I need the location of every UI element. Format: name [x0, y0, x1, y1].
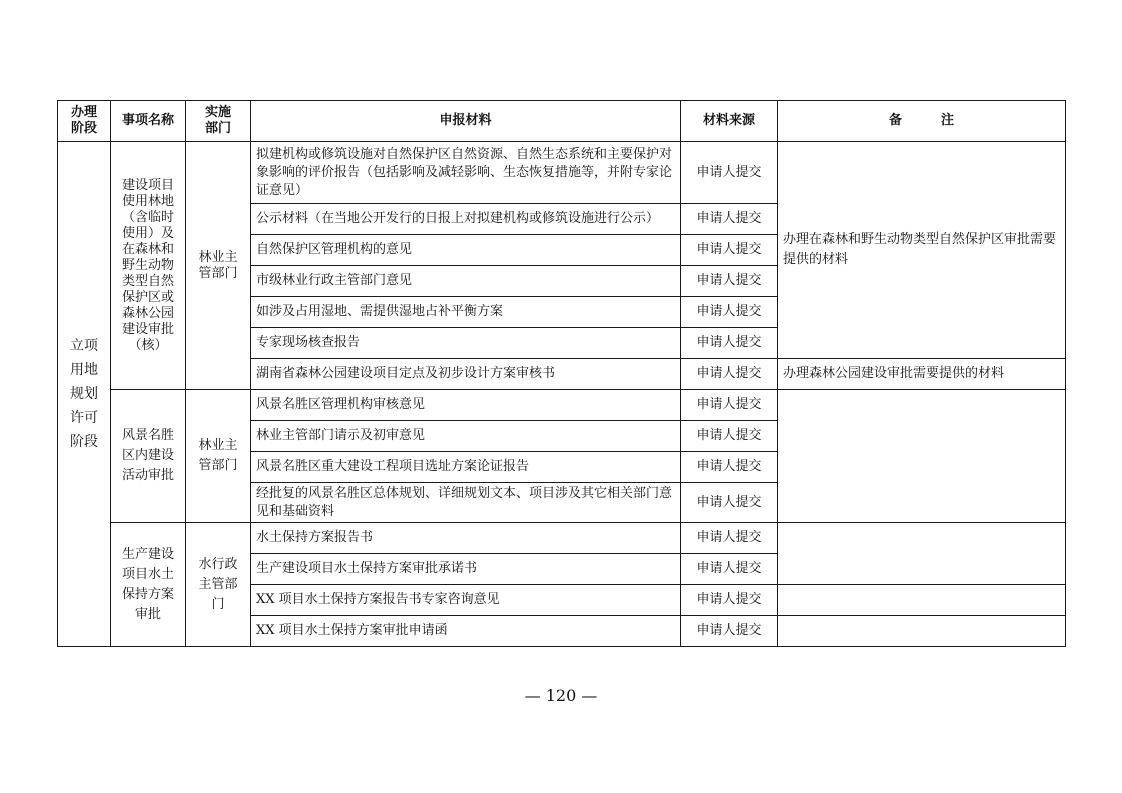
table-row [58, 390, 1066, 421]
source-cell: 申请人提交 [681, 390, 778, 421]
header-dept: 实施 部门 [186, 101, 251, 142]
material-cell: 风景名胜区管理机构审核意见 [251, 390, 681, 421]
material-cell: 拟建机构或修筑设施对自然保护区自然资源、自然生态系统和主要保护对象影响的评价报告（包括影响及减轻影响、生态恢复措施等，并附专家论证意见） [251, 142, 681, 204]
header-item: 事项名称 [111, 101, 186, 142]
source-cell: 申请人提交 [681, 585, 778, 616]
source-cell: 申请人提交 [681, 297, 778, 328]
header-source: 材料来源 [681, 101, 778, 142]
note-cell [778, 585, 1066, 616]
item-cell: 建设项目 使用林地 （含临时 使用）及 在森林和 野生动物 类型自然 保护区或 森林公园 建设审批 （核） [111, 142, 186, 390]
material-cell: 湖南省森林公园建设项目定点及初步设计方案审核书 [251, 359, 681, 390]
source-cell: 申请人提交 [681, 554, 778, 585]
dept-cell: 林业主 管部门 [186, 142, 251, 390]
source-cell: 申请人提交 [681, 523, 778, 554]
table-row [58, 142, 1066, 204]
item-cell: 风景名胜 区内建设 活动审批 [111, 390, 186, 523]
material-cell: 经批复的风景名胜区总体规划、详细规划文本、项目涉及其它相关部门意见和基础资料 [251, 483, 681, 523]
source-cell: 申请人提交 [681, 328, 778, 359]
note-cell: 办理在森林和野生动物类型自然保护区审批需要提供的材料 [778, 142, 1066, 359]
source-cell: 申请人提交 [681, 266, 778, 297]
material-cell: 林业主管部门请示及初审意见 [251, 421, 681, 452]
source-cell: 申请人提交 [681, 359, 778, 390]
material-cell: 生产建设项目水土保持方案审批承诺书 [251, 554, 681, 585]
source-cell: 申请人提交 [681, 483, 778, 523]
material-cell: 风景名胜区重大建设工程项目选址方案论证报告 [251, 452, 681, 483]
item-cell: 生产建设 项目水土 保持方案 审批 [111, 523, 186, 647]
header-row [58, 101, 1066, 142]
source-cell: 申请人提交 [681, 142, 778, 204]
material-cell: 专家现场核查报告 [251, 328, 681, 359]
material-cell: XX 项目水土保持方案审批申请函 [251, 616, 681, 647]
note-cell [778, 616, 1066, 647]
material-cell: 市级林业行政主管部门意见 [251, 266, 681, 297]
header-material: 申报材料 [251, 101, 681, 142]
header-note: 备 注 [778, 101, 1066, 142]
material-cell: 水土保持方案报告书 [251, 523, 681, 554]
materials-table [57, 100, 1066, 647]
material-cell: XX 项目水土保持方案报告书专家咨询意见 [251, 585, 681, 616]
material-cell: 如涉及占用湿地、需提供湿地占补平衡方案 [251, 297, 681, 328]
source-cell: 申请人提交 [681, 616, 778, 647]
dept-cell: 水行政 主管部 门 [186, 523, 251, 647]
material-cell: 公示材料（在当地公开发行的日报上对拟建机构或修筑设施进行公示） [251, 204, 681, 235]
dept-cell: 林业主 管部门 [186, 390, 251, 523]
source-cell: 申请人提交 [681, 421, 778, 452]
source-cell: 申请人提交 [681, 452, 778, 483]
material-cell: 自然保护区管理机构的意见 [251, 235, 681, 266]
header-stage: 办理 阶段 [58, 101, 111, 142]
note-cell [778, 523, 1066, 585]
stage-cell: 立项 用地 规划 许可 阶段 [58, 142, 111, 647]
source-cell: 申请人提交 [681, 204, 778, 235]
note-cell: 办理森林公园建设审批需要提供的材料 [778, 359, 1066, 390]
table-row [58, 523, 1066, 554]
note-cell [778, 390, 1066, 523]
page-number: — 120 — [524, 686, 598, 705]
source-cell: 申请人提交 [681, 235, 778, 266]
